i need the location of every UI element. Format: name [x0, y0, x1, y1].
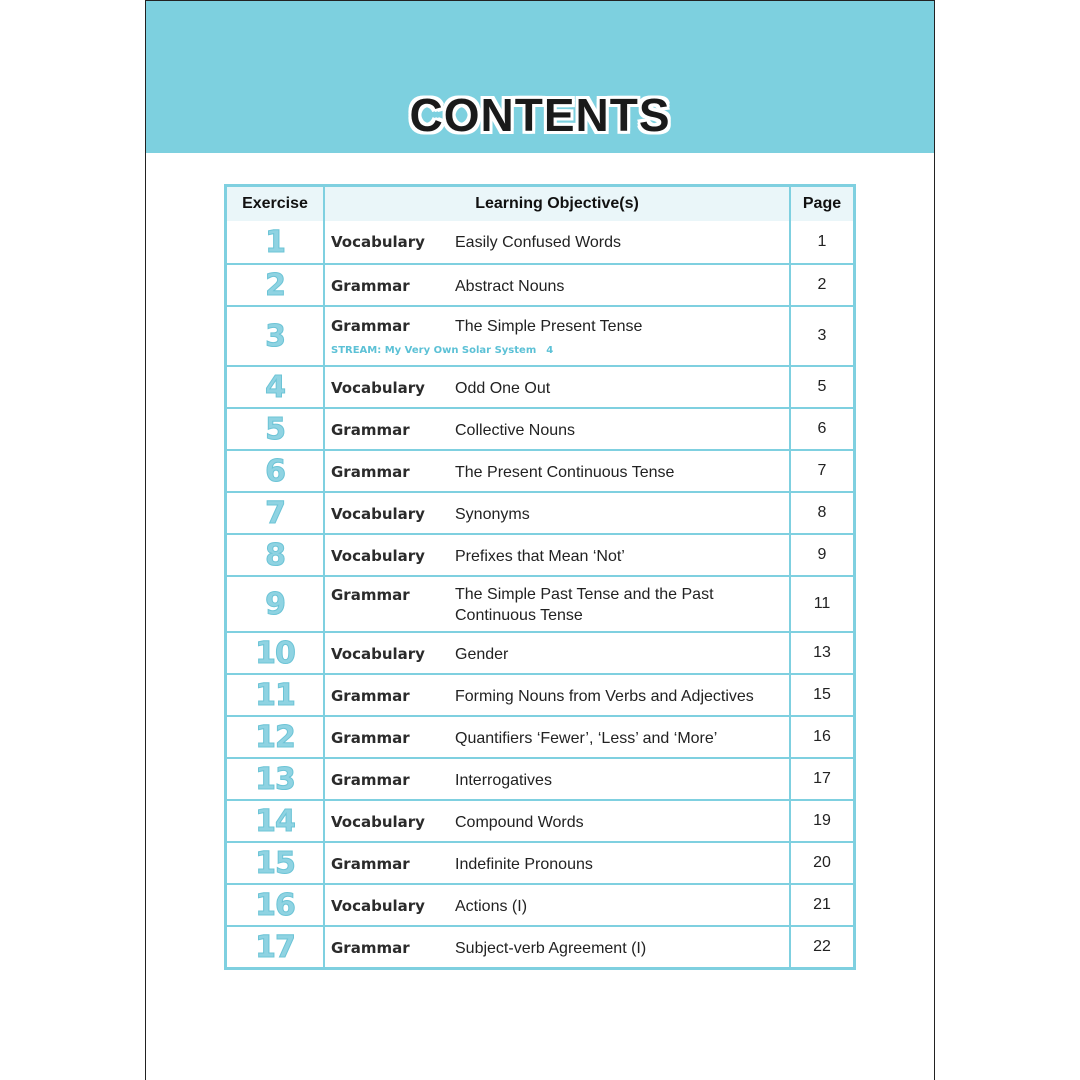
topic-label: Actions (I) [455, 897, 528, 915]
exercise-cell [227, 535, 323, 575]
category-label: Grammar [331, 586, 410, 604]
topic-label: Gender [455, 645, 509, 663]
category-label: Grammar [331, 729, 410, 747]
topic-label: The Simple Present Tense [455, 318, 643, 335]
topic-label: Abstract Nouns [455, 277, 565, 295]
objective-cell [323, 675, 789, 715]
exercise-number: 16 [255, 887, 295, 923]
table-row [227, 799, 853, 841]
exercise-number: 9 [265, 586, 285, 622]
category-label: Grammar [331, 277, 410, 295]
exercise-cell [227, 367, 323, 407]
category-label: Vocabulary [331, 379, 425, 397]
stream-note [331, 345, 553, 356]
page-number: 22 [789, 927, 853, 967]
topic-label: The Simple Past Tense and the Past Continuous Tense [455, 586, 714, 624]
category-label: Grammar [331, 317, 410, 335]
table-row [227, 673, 853, 715]
topic-label: Collective Nouns [455, 421, 576, 439]
header-page: Page [789, 187, 853, 221]
category-label: Vocabulary [331, 813, 425, 831]
objective-cell [323, 493, 789, 533]
category-label: Vocabulary [331, 547, 425, 565]
header-exercise: Exercise [242, 195, 308, 212]
exercise-cell [227, 675, 323, 715]
page-number: 5 [789, 367, 853, 407]
topic-label: Compound Words [455, 813, 584, 831]
table-header-row [227, 187, 853, 221]
table-row [227, 631, 853, 673]
exercise-cell [227, 451, 323, 491]
objective-cell [323, 221, 789, 263]
objective-cell [323, 451, 789, 491]
objective-cell [323, 265, 789, 305]
exercise-cell [227, 493, 323, 533]
table-row [227, 407, 853, 449]
exercise-cell [227, 717, 323, 757]
objective-cell [323, 717, 789, 757]
objective-cell [323, 577, 789, 631]
exercise-number: 6 [265, 453, 285, 489]
page-number: 20 [789, 843, 853, 883]
page-number: 16 [789, 717, 853, 757]
exercise-number: 3 [265, 318, 285, 354]
exercise-cell [227, 843, 323, 883]
category-label: Grammar [331, 939, 410, 957]
objective-cell [323, 759, 789, 799]
exercise-cell [227, 885, 323, 925]
exercise-number: 5 [265, 411, 285, 447]
topic-label: Indefinite Pronouns [455, 855, 593, 873]
table-row [227, 263, 853, 305]
topic-label: Odd One Out [455, 379, 551, 397]
contents-page [145, 0, 935, 1080]
page-number: 13 [789, 633, 853, 673]
exercise-cell [227, 265, 323, 305]
objective-cell [323, 409, 789, 449]
table-row [227, 365, 853, 407]
category-label: Grammar [331, 421, 410, 439]
page-number: 2 [789, 265, 853, 305]
exercise-number: 7 [265, 495, 285, 531]
table-row [227, 491, 853, 533]
page-number: 21 [789, 885, 853, 925]
category-label: Vocabulary [331, 233, 425, 251]
exercise-number: 2 [265, 267, 285, 303]
exercise-cell [227, 633, 323, 673]
exercise-number: 17 [255, 929, 295, 965]
category-label: Vocabulary [331, 505, 425, 523]
exercise-cell [227, 759, 323, 799]
table-row [227, 533, 853, 575]
category-label: Vocabulary [331, 897, 425, 915]
topic-label: Forming Nouns from Verbs and Adjectives [455, 687, 754, 705]
exercise-cell [227, 221, 323, 263]
objective-cell [323, 843, 789, 883]
topic-label: Easily Confused Words [455, 233, 621, 251]
exercise-number: 10 [255, 635, 295, 671]
exercise-number: 11 [255, 677, 295, 713]
stream-page: 4 [546, 345, 554, 356]
exercise-number: 1 [265, 224, 285, 260]
table-row [227, 305, 853, 365]
table-row [227, 883, 853, 925]
page-number: 6 [789, 409, 853, 449]
page-number: 15 [789, 675, 853, 715]
page-number: 1 [789, 221, 853, 263]
topic-label: Subject-verb Agreement (I) [455, 939, 647, 957]
exercise-cell [227, 577, 323, 631]
exercise-number: 12 [255, 719, 295, 755]
objective-cell [323, 535, 789, 575]
objective-cell [323, 367, 789, 407]
category-label: Vocabulary [331, 645, 425, 663]
objective-cell [323, 885, 789, 925]
category-label: Grammar [331, 855, 410, 873]
exercise-cell [227, 927, 323, 967]
exercise-number: 13 [255, 761, 295, 797]
table-row [227, 221, 853, 263]
table-row [227, 841, 853, 883]
exercise-number: 8 [265, 537, 285, 573]
topic-label: Quantifiers ‘Fewer’, ‘Less’ and ‘More’ [455, 729, 718, 747]
contents-table [224, 184, 856, 970]
stream-title: STREAM: My Very Own Solar System [331, 345, 537, 356]
table-row [227, 575, 853, 631]
objective-cell [323, 927, 789, 967]
page-number: 8 [789, 493, 853, 533]
objective-cell [323, 307, 789, 365]
table-row [227, 449, 853, 491]
topic-label: Synonyms [455, 505, 530, 523]
category-label: Grammar [331, 687, 410, 705]
exercise-number: 4 [265, 369, 285, 405]
topic-label: The Present Continuous Tense [455, 463, 675, 481]
page-number: 17 [789, 759, 853, 799]
topic-label: Interrogatives [455, 771, 552, 789]
category-label: Grammar [331, 463, 410, 481]
exercise-cell [227, 307, 323, 365]
page-number: 7 [789, 451, 853, 491]
objective-cell [323, 801, 789, 841]
exercise-number: 15 [255, 845, 295, 881]
exercise-number: 14 [255, 803, 295, 839]
page-number: 11 [789, 577, 853, 631]
page-number: 3 [789, 307, 853, 365]
table-row [227, 925, 853, 967]
category-label: Grammar [331, 771, 410, 789]
page-number: 9 [789, 535, 853, 575]
page-number: 19 [789, 801, 853, 841]
exercise-cell [227, 409, 323, 449]
exercise-cell [227, 801, 323, 841]
table-row [227, 715, 853, 757]
objective-cell [323, 633, 789, 673]
table-body [227, 221, 853, 967]
topic-label: Prefixes that Mean ‘Not’ [455, 547, 625, 565]
table-row [227, 757, 853, 799]
header-learning-objectives: Learning Objective(s) [323, 187, 789, 221]
page-title: CONTENTS [409, 89, 671, 141]
